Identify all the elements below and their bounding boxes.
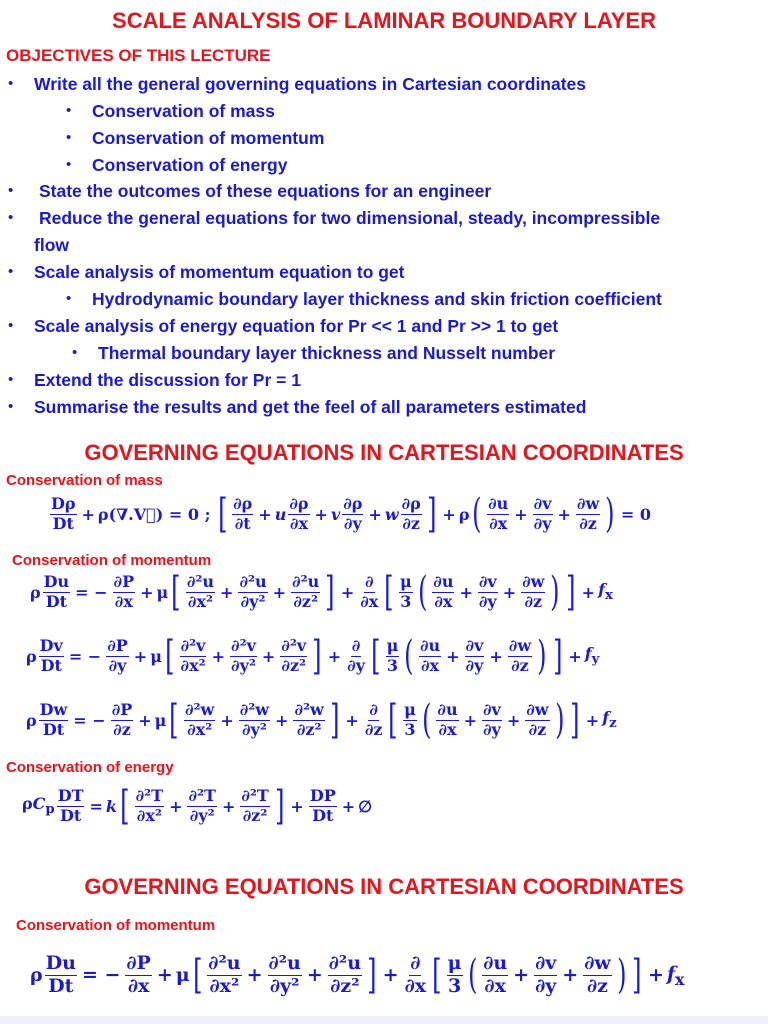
list-item: Write all the general governing equations in Cartesian coordinates xyxy=(34,74,587,94)
momentum-label: Conservation of momentum xyxy=(12,552,212,569)
list-item: State the outcomes of these equations for an engineer xyxy=(39,181,492,201)
list-item: Conservation of energy xyxy=(92,155,288,175)
bullet-marker: • xyxy=(8,209,14,226)
bullet-marker: • xyxy=(8,182,14,199)
list-item: Scale analysis of energy equation for Pr << 1 and Pr >> 1 to get xyxy=(34,316,559,336)
list-item: Conservation of mass xyxy=(92,101,275,121)
mass-equation: $\frac{D\rho}{Dt}$ + ρ(∇.V⃗) = 0 ; [ $\frac{\partial\rho}{\partial t}$ + u $\frac{\partial\rho}{\partial x}$ + v $\frac{\partial\rho}{\partial y}$ + w $\frac{\partial\rho}{\partial z}$ ] + ρ ( $\frac{\partial u}{\partial x}$ + $\frac{\partial v}{\partial y}$ + $\frac{\partial w}{\partial z}$ ) = 0 xyxy=(51,491,651,537)
bullet-marker: • xyxy=(8,317,14,334)
bullet-marker: • xyxy=(8,263,14,280)
list-item: Conservation of momentum xyxy=(92,128,325,148)
bullet-marker: • xyxy=(66,102,72,119)
bullet-marker: • xyxy=(72,344,78,361)
mass-label: Conservation of mass xyxy=(6,472,163,489)
list-item: Summarise the results and get the feel of all parameters estimated xyxy=(34,397,587,417)
bullet-marker: • xyxy=(8,371,14,388)
list-item: Reduce the general equations for two dimensional, steady, incompressible xyxy=(39,208,661,228)
momentum-x-equation-2: ρ $\frac{Du}{Dt}$ = − $\frac{\partial P}{\partial x}$ + μ [ $\frac{\text{∂²u}}{\text{∂x²}}$ + $\frac{\text{∂²u}}{\text{∂y²}}$ + $\frac{\text{∂²u}}{\text{∂z²}}$ ] + $\frac{\partial}{\partial x}$ [ $\frac{\mu}{3}$ ( $\frac{\partial u}{\partial x}$ + $\frac{\partial v}{\partial y}$ + $\frac{\partial w}{\partial z}$ ) ] + $f_x$ xyxy=(30,952,685,999)
momentum-z-equation: ρ $\frac{Dw}{Dt}$ = − $\frac{\partial P}{\partial z}$ + μ [ $\frac{\text{∂²w}}{\text{∂x²}}$ + $\frac{\text{∂²w}}{\text{∂y²}}$ + $\frac{\text{∂²w}}{\text{∂z²}}$ ] + $\frac{\partial}{\partial z}$ [ $\frac{\mu}{3}$ ( $\frac{\partial u}{\partial x}$ + $\frac{\partial v}{\partial y}$ + $\frac{\partial w}{\partial z}$ ) ] + $f_z$ xyxy=(26,697,617,743)
momentum-x-equation: ρ $\frac{Du}{Dt}$ = − $\frac{\partial P}{\partial x}$ + μ [ $\frac{\text{∂²u}}{\text{∂x²}}$ + $\frac{\text{∂²u}}{\text{∂y²}}$ + $\frac{\text{∂²u}}{\text{∂z²}}$ ] + $\frac{\partial}{\partial x}$ [ $\frac{\mu}{3}$ ( $\frac{\partial u}{\partial x}$ + $\frac{\partial v}{\partial y}$ + $\frac{\partial w}{\partial z}$ ) ] + $f_x$ xyxy=(30,569,613,615)
bullet-marker: • xyxy=(8,75,14,92)
section-title-2: GOVERNING EQUATIONS IN CARTESIAN COORDINATES xyxy=(84,874,684,899)
page-title: SCALE ANALYSIS OF LAMINAR BOUNDARY LAYER xyxy=(112,8,656,33)
list-item: flow xyxy=(34,235,69,255)
bullet-marker: • xyxy=(66,156,72,173)
list-item: Scale analysis of momentum equation to get xyxy=(34,262,405,282)
energy-equation: $\rho C_p$ $\frac{DT}{Dt}$ = k [ $\frac{\text{∂²T}}{\text{∂x²}}$ + $\frac{\text{∂²T}}{\text{∂y²}}$ + $\frac{\text{∂²T}}{\text{∂z²}}$ ] + $\frac{DP}{Dt}$ + ∅ xyxy=(22,783,373,829)
bullet-marker: • xyxy=(66,129,72,146)
momentum-label-2: Conservation of momentum xyxy=(16,917,216,934)
footer-strip xyxy=(0,1016,768,1024)
list-item: Thermal boundary layer thickness and Nusselt number xyxy=(98,343,556,363)
section-title: GOVERNING EQUATIONS IN CARTESIAN COORDINATES xyxy=(84,440,684,465)
momentum-y-equation: ρ $\frac{Dv}{Dt}$ = − $\frac{\partial P}{\partial y}$ + μ [ $\frac{\text{∂²v}}{\text{∂x²}}$ + $\frac{\text{∂²v}}{\text{∂y²}}$ + $\frac{\text{∂²v}}{\text{∂z²}}$ ] + $\frac{\partial}{\partial y}$ [ $\frac{\mu}{3}$ ( $\frac{\partial u}{\partial x}$ + $\frac{\partial v}{\partial y}$ + $\frac{\partial w}{\partial z}$ ) ] + $f_y$ xyxy=(26,633,600,679)
energy-label: Conservation of energy xyxy=(6,759,174,776)
bullet-marker: • xyxy=(8,398,14,415)
list-item: Hydrodynamic boundary layer thickness and skin friction coefficient xyxy=(92,289,662,309)
list-item: Extend the discussion for Pr = 1 xyxy=(34,370,301,390)
objectives-heading: OBJECTIVES OF THIS LECTURE xyxy=(6,46,271,65)
bullet-marker: • xyxy=(66,290,72,307)
